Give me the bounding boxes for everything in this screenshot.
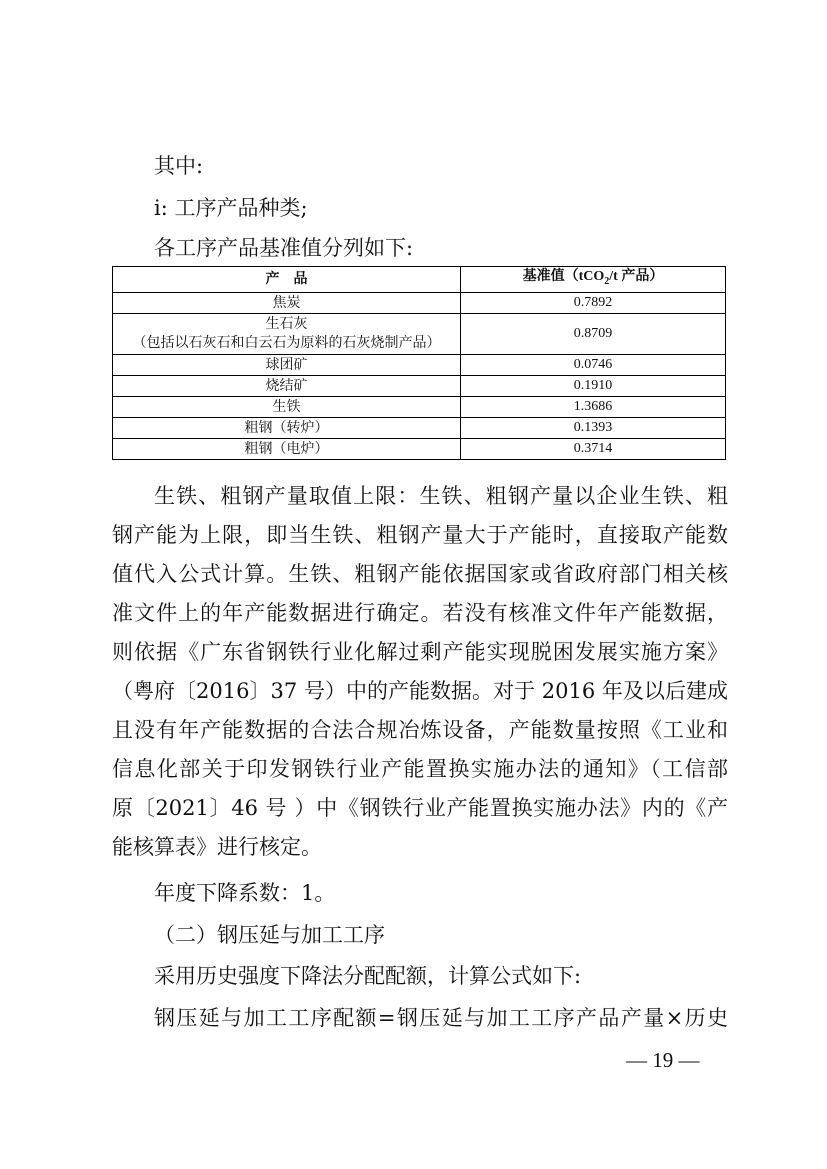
formula-line: 钢压延与加工工序配额=钢压延与加工工序产品产量×历史 bbox=[154, 1006, 728, 1030]
table-row bbox=[113, 375, 726, 396]
paragraph-line: 信息化部关于印发钢铁行业产能置换实施办法的通知》（工信部 bbox=[112, 757, 728, 781]
product-cell: 粗钢（电炉） bbox=[113, 438, 461, 459]
product-cell: 生铁 bbox=[113, 396, 461, 417]
product-note: （包括以石灰石和白云石为原料的石灰烧制产品） bbox=[132, 334, 441, 351]
header-value: 基准值（tCO$_2$/t 产品） bbox=[461, 267, 726, 293]
product-cell: 粗钢（转炉） bbox=[113, 417, 461, 438]
method-description: 采用历史强度下降法分配配额，计算公式如下: bbox=[154, 964, 582, 988]
product-cell: 焦炭 bbox=[113, 292, 461, 313]
value-cell: 0.3714 bbox=[461, 438, 726, 459]
paragraph-line: 值代入公式计算。生铁、粗钢产能依据国家或省政府部门相关核 bbox=[112, 562, 728, 586]
paragraph-line: 钢产能为上限，即当生铁、粗钢产量大于产能时，直接取产能数 bbox=[112, 523, 728, 547]
decline-coefficient: 年度下降系数：1。 bbox=[154, 881, 336, 905]
product-cell: 烧结矿 bbox=[113, 375, 461, 396]
i-definition: i: 工序产品种类; bbox=[154, 196, 308, 220]
value-cell: 0.1910 bbox=[461, 375, 726, 396]
table-row bbox=[113, 417, 726, 438]
page-number: — 19 — bbox=[626, 1048, 700, 1072]
section-title: （二）钢压延与加工工序 bbox=[154, 923, 385, 947]
paragraph-line: 则依据《广东省钢铁行业化解过剩产能实现脱困发展实施方案》 bbox=[112, 640, 728, 664]
value-cell: 1.3686 bbox=[461, 396, 726, 417]
header-product: 产 品 bbox=[113, 267, 461, 293]
where-label: 其中: bbox=[154, 154, 204, 178]
table-row bbox=[113, 313, 726, 354]
table-row bbox=[113, 438, 726, 459]
value-cell: 0.0746 bbox=[461, 354, 726, 375]
value-cell: 0.8709 bbox=[461, 313, 726, 354]
value-cell: 0.7892 bbox=[461, 292, 726, 313]
product-cell: 球团矿 bbox=[113, 354, 461, 375]
benchmark-table bbox=[112, 266, 726, 460]
table-header-row bbox=[113, 267, 726, 293]
table-row bbox=[113, 354, 726, 375]
paragraph-line: 准文件上的年产能数据进行确定。若没有核准文件年产能数据， bbox=[112, 601, 728, 625]
product-cell: 生石灰 （包括以石灰石和白云石为原料的石灰烧制产品） bbox=[113, 313, 461, 354]
paragraph-line: 原〔2021〕46 号 ）中《钢铁行业产能置换实施办法》内的《产 bbox=[112, 796, 728, 820]
paragraph-line: 生铁、粗钢产量取值上限：生铁、粗钢产量以企业生铁、粗 bbox=[154, 484, 728, 508]
paragraph-line: （粤府〔2016〕37 号）中的产能数据。对于 2016 年及以后建成 bbox=[112, 679, 728, 703]
table-row bbox=[113, 396, 726, 417]
table-row bbox=[113, 292, 726, 313]
table-intro: 各工序产品基准值分列如下: bbox=[154, 236, 414, 260]
paragraph-line: 且没有年产能数据的合法合规冶炼设备，产能数量按照《工业和 bbox=[112, 718, 728, 742]
paragraph-line: 能核算表》进行核定。 bbox=[112, 835, 322, 859]
value-cell: 0.1393 bbox=[461, 417, 726, 438]
